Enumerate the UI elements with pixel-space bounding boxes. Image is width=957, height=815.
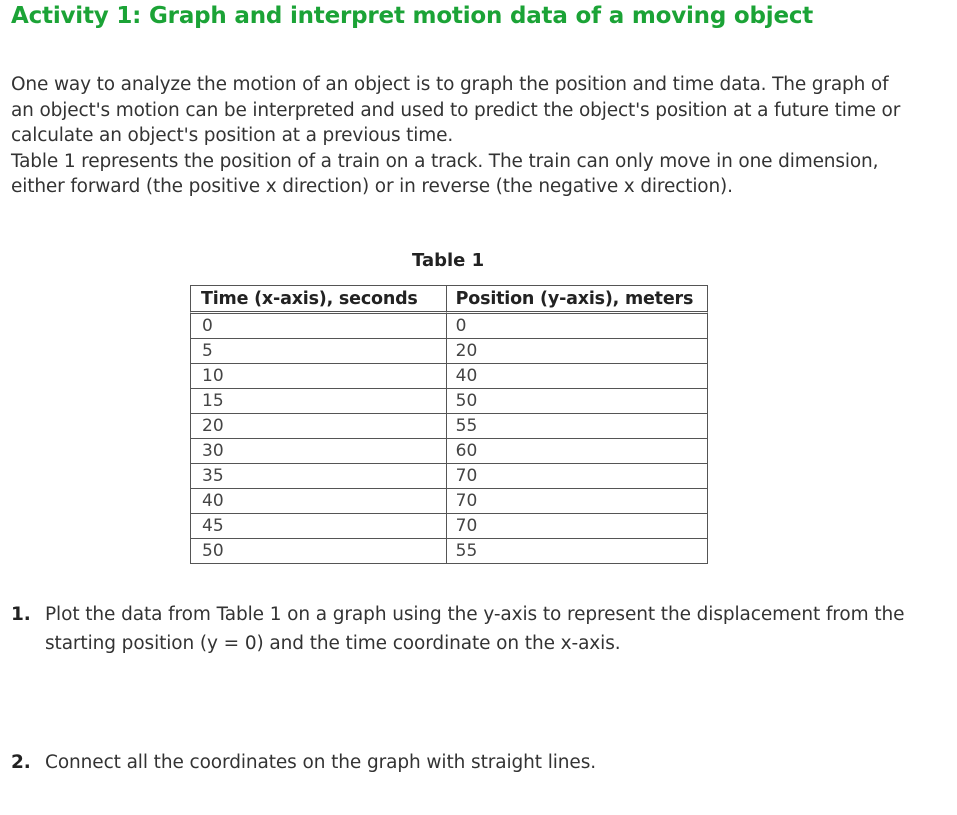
intro-paragraph-1: One way to analyze the motion of an object is to graph the position and time data. The graph of an object's motion can be interpreted and used to predict the object's position at a future time or calculate an object's position at a previous time. bbox=[11, 74, 901, 146]
time-cell: 10 bbox=[190, 364, 446, 389]
intro-paragraph-2: Table 1 represents the position of a train on a track. The train can only move in one dimension, either forward (the positive x direction) or in reverse (the negative x direction). bbox=[11, 150, 879, 197]
table-row bbox=[190, 514, 708, 539]
table-row bbox=[190, 539, 708, 564]
time-cell: 50 bbox=[190, 539, 446, 564]
position-cell: 70 bbox=[446, 489, 708, 514]
table-row bbox=[190, 314, 708, 339]
position-cell: 20 bbox=[446, 339, 708, 364]
question-text: Plot the data from Table 1 on a graph using the y-axis to represent the displacement from the starting position (y = 0) and the time coordinate on the x-axis. bbox=[45, 604, 905, 654]
activity-title: Activity 1: Graph and interpret motion data of a moving object bbox=[11, 3, 814, 29]
time-cell: 20 bbox=[190, 414, 446, 439]
time-cell: 40 bbox=[190, 489, 446, 514]
position-time-table bbox=[190, 285, 708, 564]
header-time: Time (x-axis), seconds bbox=[190, 285, 446, 314]
position-cell: 40 bbox=[446, 364, 708, 389]
position-cell: 0 bbox=[446, 314, 708, 339]
table-row bbox=[190, 464, 708, 489]
table-row bbox=[190, 414, 708, 439]
time-cell: 30 bbox=[190, 439, 446, 464]
question-list bbox=[11, 600, 931, 777]
position-cell: 55 bbox=[446, 414, 708, 439]
table-row bbox=[190, 389, 708, 414]
time-cell: 15 bbox=[190, 389, 446, 414]
question-1 bbox=[11, 600, 931, 658]
table-caption: Table 1 bbox=[412, 250, 485, 271]
question-number: 1. bbox=[11, 604, 31, 625]
table-row bbox=[190, 364, 708, 389]
table-row bbox=[190, 489, 708, 514]
intro-text bbox=[11, 72, 911, 200]
time-cell: 5 bbox=[190, 339, 446, 364]
table-header-row bbox=[190, 285, 708, 314]
table-row bbox=[190, 439, 708, 464]
position-cell: 70 bbox=[446, 514, 708, 539]
position-cell: 50 bbox=[446, 389, 708, 414]
table-row bbox=[190, 339, 708, 364]
time-cell: 35 bbox=[190, 464, 446, 489]
time-cell: 45 bbox=[190, 514, 446, 539]
position-cell: 55 bbox=[446, 539, 708, 564]
question-2 bbox=[11, 748, 931, 777]
question-text: Connect all the coordinates on the graph with straight lines. bbox=[45, 752, 597, 773]
question-number: 2. bbox=[11, 752, 31, 773]
position-cell: 60 bbox=[446, 439, 708, 464]
time-cell: 0 bbox=[190, 314, 446, 339]
position-cell: 70 bbox=[446, 464, 708, 489]
header-position: Position (y-axis), meters bbox=[446, 285, 708, 314]
data-table-container bbox=[190, 285, 708, 564]
